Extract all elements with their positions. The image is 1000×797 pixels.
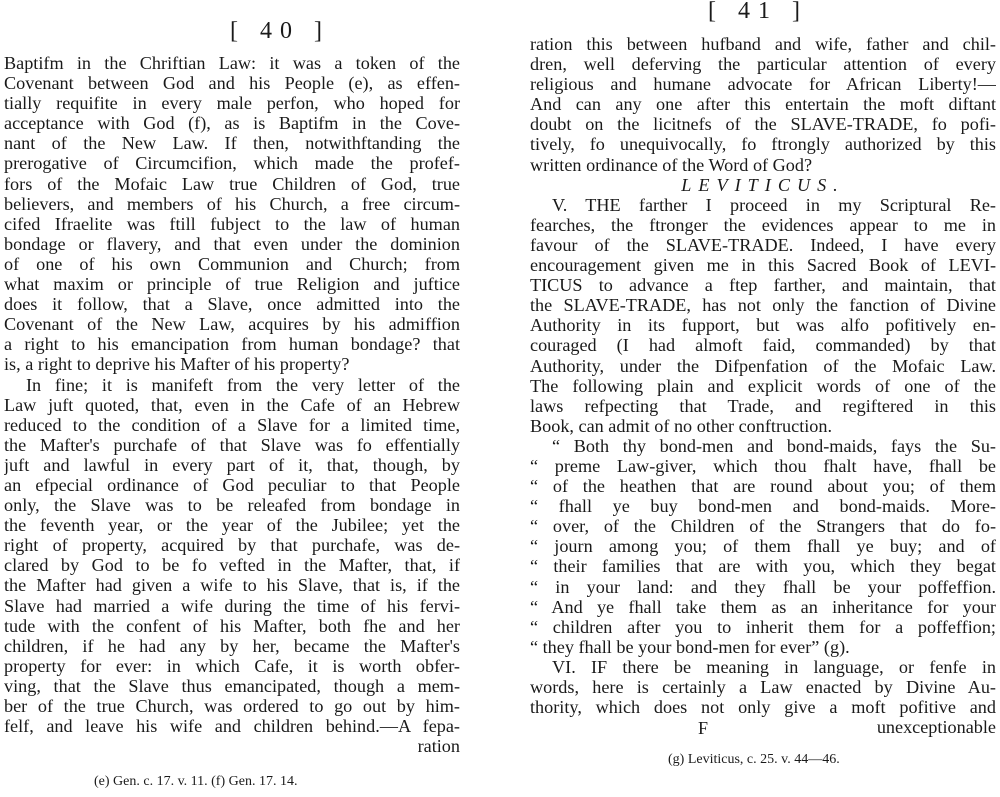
text-line: property for ever: in which Cafe, it is worth obfer- [4,655,460,676]
right-footnote: (g) Leviticus, c. 25. v. 44—46. [668,752,840,767]
text-line: children, if he had any by her, became the Mafter's [4,635,460,656]
text-line: written ordinance of the Word of God? [530,154,813,175]
text-line: nant of the New Law. If then, notwithftanding the [4,133,460,154]
text-line: The following plain and explicit words of one of the [530,375,996,396]
text-line: words, here is certainly a Law enacted by Divine Au- [530,677,996,697]
text-line: “ over, of the Children of the Strangers that do fo- [530,516,996,537]
text-line: right of property, acquired by that purchafe, was de- [4,535,460,556]
text-line: tially requifite in every male perfon, who hoped for [4,93,460,114]
text-line: fors of the Mofaic Law true Children of God, true [4,173,460,194]
text-line: tude with the confent of his Mafter, both fhe and her [4,615,460,636]
text-line: cifed Ifraelite was ftill fubject to the law of human [4,213,460,234]
text-line: acceptance with God (f), as is Baptifm in the Cove- [4,113,460,134]
text-line: Covenant of the New Law, acquires by his admiffion [4,314,460,335]
text-line: V. THE farther I proceed in my Scriptural Re- [552,194,996,215]
text-line: “ of the heathen that are round about you; of them [530,476,996,497]
text-line: felf, and leave his wife and children behind.—A fepa- [4,716,460,737]
text-line: “ And ye fhall take them as an inheritance for your [530,596,996,617]
left-page [0,0,475,797]
right-page [508,0,1000,797]
text-line: clared by God to be fo vefted in the Mafter, that, if [4,555,460,576]
text-line: “ they fhall be your bond-men for ever” (g). [530,636,850,657]
text-line: what maxim or principle of true Religion and juftice [4,274,460,295]
text-line: the SLAVE-TRADE, has not only the fanction of Divine [530,295,996,316]
text-line: unexceptionable [876,717,996,738]
text-line: dren, well deferving the particular attention of every [530,54,996,75]
text-line: favour of the SLAVE-TRADE. Indeed, I have every [530,234,996,255]
text-line: “ Both thy bond-men and bond-maids, fays the Su- [552,435,996,456]
text-line: the Mafter had given a wife to his Slave, that is, if the [4,575,460,596]
text-line: And can any one after this entertain the moft diftant [530,94,996,115]
text-line: an efpecial ordinance of God peculiar to that People [4,474,460,495]
text-line: LEVITICUS. [681,174,845,195]
text-line: does it follow, that a Slave, once admitted into the [4,294,460,315]
text-line: of one of his own Communion and Church; from [4,253,460,274]
text-line: Authority, under the Difpenfation of the Mofaic Law. [530,355,996,376]
left-page-body [4,53,460,756]
text-line: ration this between hufband and wife, father and chil- [530,34,996,54]
text-line: the feventh year, or the year of the Jubilee; yet the [4,515,460,536]
text-line: laws refpecting that Trade, and regiftered in this [530,395,996,416]
text-line: “ journ among you; of them fhall ye buy; and of [530,536,996,557]
text-line: In fine; it is manifeft from the very letter of the [26,374,460,395]
text-line: “ in your land: and they fhall be your poffeffion. [530,576,996,597]
text-line: VI. IF there be meaning in language, or fenfe in [552,656,996,677]
text-line: a right to his emancipation from human bondage? that [4,334,460,355]
text-line: “ children after you to inherit them for a poffeffion; [530,616,996,637]
text-line: Book, can admit of no other conftruction. [530,415,833,436]
page-number-left: [ 40 ] [230,18,330,44]
left-footnote: (e) Gen. c. 17. v. 11. (f) Gen. 17. 14. [94,774,298,789]
text-line: TICUS to advance a ftep farther, and maintain, that [530,275,996,296]
text-line: religious and humane advocate for African Liberty!— [530,74,996,95]
signature-mark: F [698,718,709,738]
text-line: Baptifm in the Chriftian Law: it was a token of the [4,53,460,73]
text-line: juft and lawful in every part of it, that, though, by [4,454,460,475]
text-line: prerogative of Circumcifion, which made the profef- [4,153,460,174]
text-line: couraged (I had almoft faid, commanded) by that [530,335,996,356]
text-line: ber of the true Church, was ordered to go out by him- [4,696,460,716]
text-line: “ their families that are with you, which they begat [530,556,996,577]
text-line: thority, which does not only give a moft pofitive and [530,697,996,718]
right-page-body [530,34,996,737]
page-number-right: [ 41 ] [708,0,808,24]
text-line: tively, fo unequivocally, fo ftrongly authorized by this [530,134,996,155]
text-line: Slave had married a wife during the time of his fervi- [4,595,460,616]
text-line: ration [417,736,460,757]
text-line: reduced to the condition of a Slave for a limited time, [4,414,460,435]
text-line: “ fhall ye buy bond-men and bond-maids. More- [530,496,996,517]
text-line: ving, that the Slave thus emancipated, though a mem- [4,675,460,696]
text-line: fearches, the ftronger the evidences appear to me in [530,214,996,235]
text-line: encouragement given me in this Sacred Book of LEVI- [530,255,996,276]
text-line: doubt on the licitnefs of the SLAVE-TRADE, fo pofi- [530,114,996,135]
text-line: the Mafter's purchafe of that Slave was fo effentially [4,434,460,455]
text-line: Authority in its fupport, but was alfo pofitively en- [530,315,996,336]
text-line: “ preme Law-giver, which thou fhalt have, fhall be [530,455,996,476]
text-line: is, a right to deprive his Mafter of his property? [4,354,350,375]
text-line: bondage or flavery, and that even under the dominion [4,233,460,254]
text-line: Law juft quoted, that, even in the Cafe of an Hebrew [4,394,460,415]
text-line: Covenant between God and his People (e), as effen- [4,73,460,94]
text-line: only, the Slave was to be releafed from bondage in [4,495,460,516]
text-line: believers, and members of his Church, a free circum- [4,193,460,214]
